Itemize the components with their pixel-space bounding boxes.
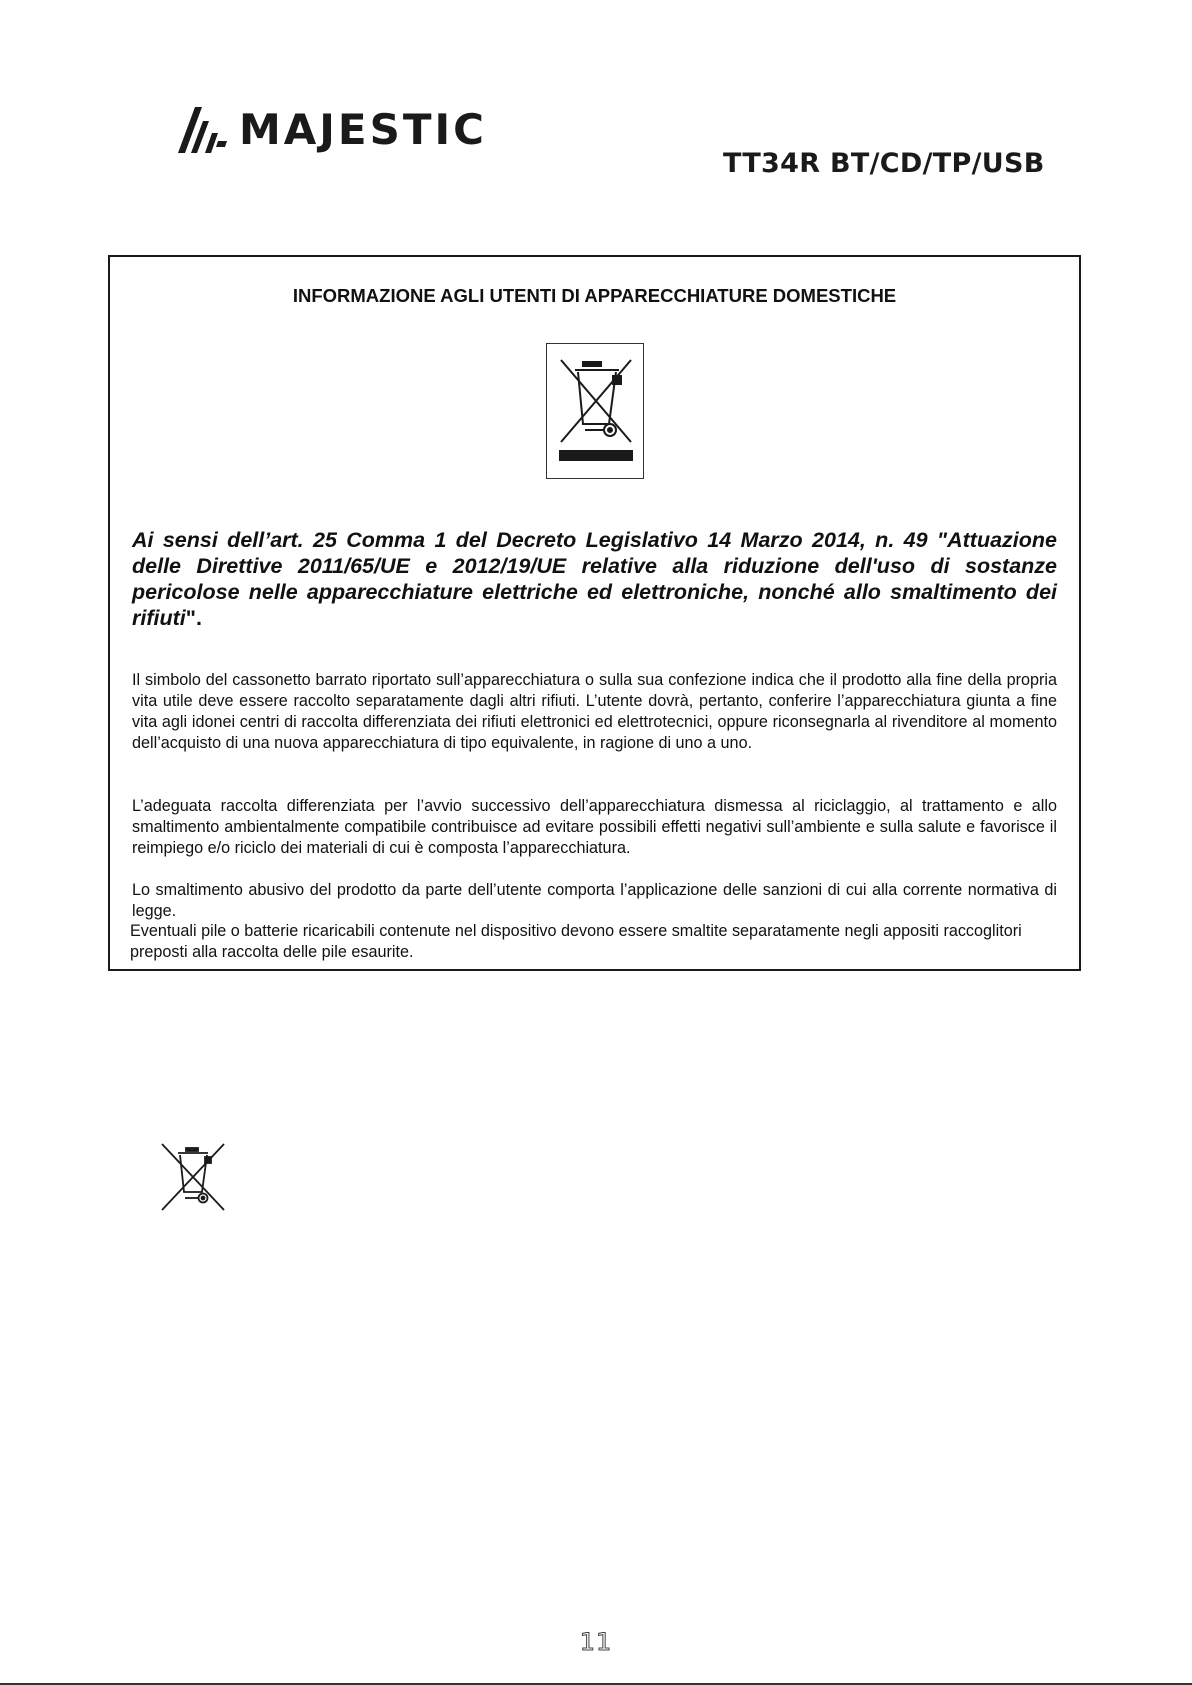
notice-title: INFORMAZIONE AGLI UTENTI DI APPARECCHIATURE DOMESTICHE: [292, 285, 897, 306]
page-number: 11: [579, 1628, 613, 1656]
brand-logo: [175, 105, 487, 155]
paragraph-symbol-meaning: Il simbolo del cassonetto barrato riportato sull’apparecchiatura o sulla sua confezione indica che il prodotto alla fine della propria vita utile deve essere raccolto separatamente dagli altri rifiuti. L’utente dovrà, pertanto, conferire l’apparecchiatura giunta a fine vita agli idonei centri di raccolta differenziata dei rifiuti elettronici ed elettrotecnici, oppure riconsegnarla al rivenditore al momento dell’acquisto di una nuova apparecchiatura di tipo equivalente, in ragione di uno a uno.: [132, 671, 1057, 752]
majestic-logo-icon: [175, 105, 231, 155]
legal-reference: [132, 527, 1057, 631]
weee-symbol-frame: [546, 343, 644, 479]
legal-reference-text: Ai sensi dell’art. 25 Comma 1 del Decreto Legislativo 14 Marzo 2014, n. 49 "Attuazione delle Direttive 2011/65/UE e 2012/19/UE relative alla riduzione dell'uso di sostanze pericolose nelle apparecchiature elettriche ed elettroniche, nonché allo smaltimento dei rifiuti: [132, 528, 1057, 630]
paragraph-sanctions: Lo smaltimento abusivo del prodotto da parte dell’utente comporta l’applicazione delle sanzioni di cui alla corrente normativa di legge.: [132, 881, 1057, 920]
paragraph-batteries: Eventuali pile o batterie ricaricabili contenute nel dispositivo devono essere smaltite separatamente negli appositi raccoglitori preposti alla raccolta delle pile esaurite.: [130, 922, 1022, 961]
crossed-out-wheelie-bin-icon: [553, 350, 639, 450]
legal-reference-closing: ".: [185, 606, 202, 630]
paragraph-separate-collection: L’adeguata raccolta differenziata per l’avvio successivo dell’apparecchiatura dismessa al riciclaggio, al trattamento e allo smaltimento ambientalmente compatibile contribuisce ad evitare possibili effetti negativi sull’ambiente e sulla salute e favorisce il reimpiego e/o riciclo dei materiali di cui è composta l’apparecchiatura.: [132, 797, 1057, 857]
weee-solid-bar: [559, 450, 633, 461]
model-number: TT34R BT/CD/TP/USB: [723, 148, 1045, 179]
crossed-out-bin-small-icon: [160, 1142, 226, 1212]
weee-notice-box: [108, 255, 1081, 971]
brand-name: MAJESTIC: [239, 105, 487, 154]
